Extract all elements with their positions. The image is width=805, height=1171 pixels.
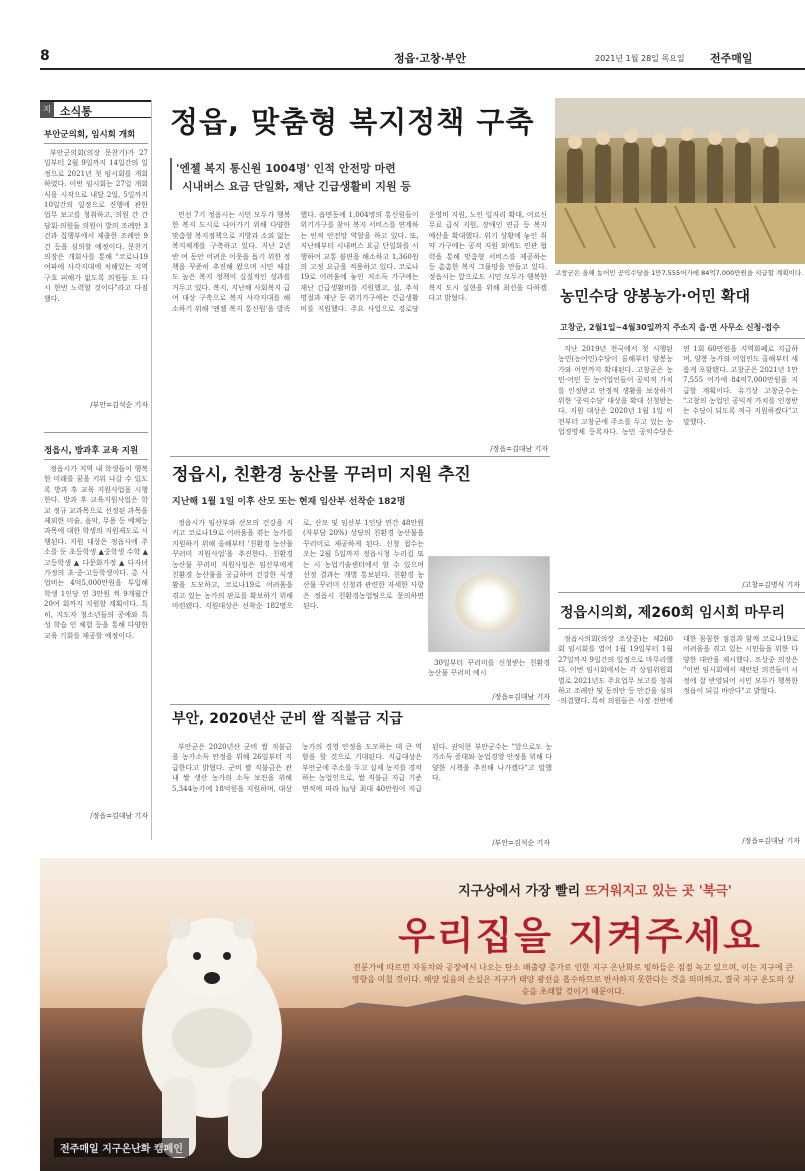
brief-title: 정읍시, 방과후 교육 지원 <box>44 446 139 456</box>
organic-photo-caption: 30일부터 꾸러미를 신청받는 친환경 농산물 꾸러미 예시 <box>428 659 550 678</box>
divider <box>44 459 148 460</box>
main-subhead-2: 시내버스 요금 단일화, 재난 긴급생활비 지원 등 <box>182 180 412 193</box>
subhead-rule <box>170 158 172 190</box>
ad-tagline-place: '북극' <box>698 884 732 899</box>
ad-description: 전문가에 따르면 자동차와 공장에서 나오는 탄소 배출량 증가로 인한 지구 온난화로 빙하들은 점점 녹고 있으며, 이는 지구에 큰 영향을 미칠 것이다. 해양 일음의 손실은 지구가 태양 광선을 흡수하므로 반사하지 못한다는 것을 의미하고, 결국 지구 온도의 상승을 초래할 것이기 때문이다. <box>351 963 795 996</box>
main-subhead-1: '엔젤 복지 통신원 1004명' 인적 안전망 마련 <box>176 162 396 175</box>
right-subline: 고창군, 2월1일~4월30일까지 주소지 읍·면 사무소 신청·접수 <box>560 323 780 332</box>
brief-title: 부안군의회, 임시회 개회 <box>44 130 136 140</box>
main-headline: 정읍, 맞춤형 복지정책 구축 <box>170 105 535 139</box>
brief-2 <box>44 444 148 829</box>
ad-tagline-part: 지구상에서 가장 빨리 <box>458 884 581 899</box>
page-number: 8 <box>40 48 50 64</box>
page-header <box>40 46 805 70</box>
brief-body: 부안군의회(의장 문찬기)가 27일부터 2월 9일까지 14일간의 일정으로 2021년 첫 임시회를 개회하였다. 이번 임시회는 27일 개회식을 시작으로 내달 2일, 5일까지 10일간의 일정으로 진행에 관한 업무 보고를 청취하고, 의원 간 간담회·의원들 의원이 발의 조례안 3건과 집행부에서 제출한 조례안 9건 등을 심의할 예정이다. 문찬기 의장은 개회사를 통해 "코로나19 여파에 사각지대에 처해있는 지역 구호 피해가 없도록 의원들 도 다시 한번 노력할 것이다"라고 다짐했다. <box>44 149 148 303</box>
sidebar-label-small: 지역 <box>40 102 54 118</box>
council-headline: 정읍시의회, 제260회 임시회 마무리 <box>560 605 785 621</box>
divider <box>170 704 550 705</box>
sidebar-label-title: 소식통 <box>60 105 92 118</box>
farmers-illustration <box>555 98 805 264</box>
byline: /정읍=김대남 기자 <box>492 693 550 701</box>
byline: /정읍=김대남 기자 <box>742 837 800 845</box>
right-headline: 농민수당 양봉농가·어민 확대 <box>560 287 751 305</box>
issue-date: 2021년 1월 28일 목요일 <box>595 54 685 63</box>
photo-caption: 고창군은 올해 농어민 공익수당을 1만7,555어가에 84억7,000만원을 지급할 계획이다. <box>555 269 804 277</box>
brief-1 <box>44 128 148 428</box>
ad-footer: 전주매일 지구온난화 캠페인 <box>54 1138 189 1157</box>
ad-main-slogan: 우리집을 지켜주세요 <box>398 914 762 958</box>
byline: /고창=김명식 기자 <box>742 581 800 589</box>
produce-basket <box>455 573 521 633</box>
polar-bear-icon <box>100 898 325 1168</box>
organic-subline: 지난해 1월 1일 이후 산모 또는 현재 임산부 선착순 182명 <box>172 497 406 507</box>
divider <box>44 432 148 433</box>
divider <box>44 143 148 144</box>
main-article-body: 민선 7기 정읍시는 시민 모두가 행복한 복지 도시로 나아가기 위해 다양한 맞춤형 복지정책으로 지방과 소외 없는 복지체계를 구축하고 있다. 지난 2년 반 여 동안 어려운 이웃을 돕기 위한 정책을 꾸준히 추진해 왔으며 시민 체감도 높은 복지 정책이 실질적인 성과를 거두고 있다. 복지, 지난해 사회복지 급여 대상 구축으로 복지 사각지대를 해소하기 위해 '엔젤 복지 통신원'을 발족했다. 읍면동에 1,004명의 통신원들이 위기가구를 찾아 복지 서비스를 연계하는 인적 안전망 역할을 하고 있다. 또, 지난해부터 시내버스 요금 단일화를 시행하여 교통 불편을 해소하고 1,360원의 고정 요금을 적용하고 있다. 코로나19로 어려움에 놓인 저소득 가구에는 재난 긴급생활비를 지원했고, 설, 추석 명절과 재난 등 위기가구에는 긴급생활비를 지원했다. 주요 사업으로 경로당 운영비 지원, 노인 일자리 확대, 어르신 무료 급식 지원, 장애인 연금 등 복지 예산을 확대했다. 위기 상황에 놓인 취약 가구에는 공적 지원 외에도 민관 협력을 통해 맞춤형 서비스를 제공하는 등 촘촘한 복지 그물망을 만들고 있다. 정읍시는 앞으로도 시민 모두가 행복한 복지 도시 실현을 위해 최선을 다하겠다고 밝혔다. <box>172 211 547 313</box>
divider <box>558 338 805 339</box>
farmers-photo <box>555 98 805 264</box>
buan-headline: 부안, 2020년산 군비 쌀 직불금 지급 <box>172 711 403 727</box>
produce-box-photo <box>428 556 550 652</box>
newspaper-name: 전주매일 <box>710 52 753 65</box>
byline: /부안=김석순 기자 <box>90 401 148 409</box>
council-article-body: 정읍시의회(의장 조상중)는 제260회 임시회를 열어 1월 19일부터 1월 27일까지 9일간의 일정으로 마무리했다. 이번 임시회에서는 각 상임위원회별로 2021년도 주요업무 보고를 청취하고 조례안 및 동의안 등 안건을 심의·의결했다. 특히 의원들은 시정 전반에 대한 꼼꼼한 점검과 함께 코로나19로 어려움을 겪고 있는 시민들을 위한 다양한 대안을 제시했다. 조상중 의장은 "이번 임시회에서 제안된 의견들이 시정에 잘 반영되어 시민 모두가 행복한 정읍이 되길 바란다"고 밝혔다. <box>558 635 798 706</box>
organic-headline: 정읍시, 친환경 농산물 꾸러미 지원 추진 <box>172 465 471 485</box>
section-title: 정읍·고창·부안 <box>393 52 467 65</box>
divider <box>170 456 550 457</box>
buan-article-body: 부안군은 2020년산 군비 쌀 직불금을 농가소득 안정을 위해 26일부터 지급한다고 밝혔다. 군비 쌀 직불금은 관내 쌀 생산 농가의 소득 보전을 위해 5,344농가에 18억원을 지원하며, 대상 농가의 경영 안정을 도모하는 데 큰 역할을 할 것으로 기대된다. 지급대상은 부안군에 주소를 두고 실제 농지를 경작하는 농업인으로, 쌀 직불금 지급 기준 면적에 따라 ㏊당 최대 40만원이 지급된다. 권익현 부안군수는 "앞으로도 농가소득 증대와 농업경영 안정을 위해 다양한 시책을 추진해 나가겠다"고 말했다. <box>172 743 552 793</box>
byline: /부안=김석순 기자 <box>492 839 550 847</box>
brief-body: 정읍시가 지역 내 학생들이 행복한 미래를 꿈을 키워 나갈 수 있도록 방과 후 교육 지원사업을 시행한다. 방과 후 교육지원사업은 학교 정규 교과목으로 선정된 과목을 제외한 미술, 음악, 무용 등 예체능 과목에 대한 학생의 지원제도로 시행된다. 지원 대상은 정읍시에 주소를 둔 초등학생 ▲중학생 수학 ▲ 고등학생 ▲ 다문화가정 ▲ 다자녀 가정의 초·중·고등학생이다. 총 사업비는 4억5,000만원을 투입해 학생 1인당 연 3만원 씩 9개월간 20여 회까지 지원할 계획이다. 특히, 지도자 청소년들의 공예와 특성 학습 인 체험 등을 통해 다양한 교육 기회를 제공할 예정이다. <box>44 465 148 640</box>
ad-tagline <box>385 880 805 899</box>
organic-article-body: 정읍시가 임산부와 산모의 건강을 지키고 코로나19로 어려움을 겪는 농가를 지원하기 위해 올해부터 '친환경 농산물 꾸러미 지원사업'을 추진한다. 친환경 농산물 꾸러미 지원사업은 임산부에게 친환경 농산물을 공급하여 건강한 식생활을 도모하고, 코로나19로 어려움을 겪고 있는 농가의 판로를 확보하기 위해 마련됐다. 지원대상은 선착순 182명으로, 산모 및 임산부 1인당 연간 48만원(자부담 20%) 상당의 친환경 농산물을 꾸러미로 제공하게 된다. 신청 접수는 오는 2월 5일까지 정읍시청 누리집 또는 시 농업기술센터에서 할 수 있으며 선정 결과는 개별 통보된다. 친환경 농산물 꾸러미 신청과 관련한 자세한 사항은 정읍시 친환경농업팀으로 문의하면 된다. <box>172 519 424 611</box>
byline: /정읍=김대남 기자 <box>90 812 148 820</box>
divider <box>558 592 805 593</box>
byline: /정읍=김대남 기자 <box>490 445 548 453</box>
divider <box>558 628 805 629</box>
right-article-body: 지난 2019년 전국에서 첫 시행된 농민(농어민)수당이 올해부터 양봉농가와 어민까지 확대된다. 고창군은 농민·어민 등 농어업인들이 공익적 가치를 인정받고 안정적 생활을 보장하기 위한 '공익수당' 대상을 확대 신청받는다. 지원 대상은 2020년 1월 1일 이전부터 고창군에 주소를 두고 있는 농업경영체 등록자다. 농민 공익수당은 연 1회 60만원을 지역화폐로 지급하며, 양봉 농가와 어업인도 올해부터 새롭게 포함됐다. 고창군은 2021년 1만7,555 어가에 84억7,000만원을 지급할 계획이다. 유기상 고창군수는 "고창의 농업인 공익적 가치를 인정받는 수당이 되도록 적극 지원하겠다"고 말했다. <box>558 345 798 437</box>
ad-tagline-highlight: 뜨거워지고 있는 곳 <box>584 884 695 899</box>
